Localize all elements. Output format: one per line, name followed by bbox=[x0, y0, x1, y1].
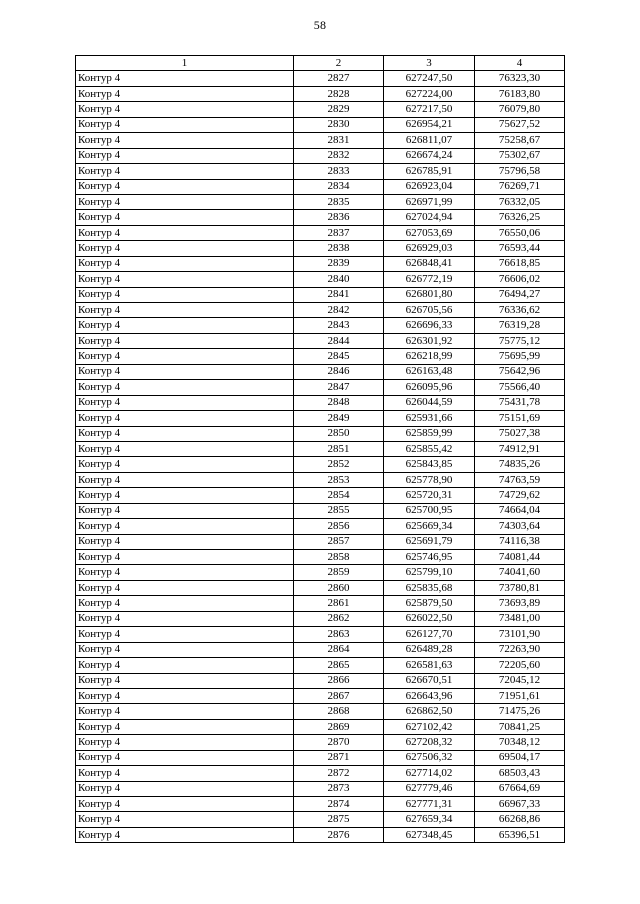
y-coordinate-cell: 74081,44 bbox=[475, 550, 565, 565]
contour-name-cell: Контур 4 bbox=[76, 426, 294, 441]
x-coordinate-cell: 626954,21 bbox=[384, 117, 475, 132]
x-coordinate-cell: 626218,99 bbox=[384, 349, 475, 364]
y-coordinate-cell: 75566,40 bbox=[475, 380, 565, 395]
x-coordinate-cell: 625931,66 bbox=[384, 411, 475, 426]
table-row bbox=[76, 596, 565, 611]
y-coordinate-cell: 76606,02 bbox=[475, 272, 565, 287]
point-number-cell: 2861 bbox=[294, 596, 384, 611]
contour-name-cell: Контур 4 bbox=[76, 472, 294, 487]
table-row bbox=[76, 256, 565, 271]
point-number-cell: 2837 bbox=[294, 225, 384, 240]
x-coordinate-cell: 626705,56 bbox=[384, 303, 475, 318]
x-coordinate-cell: 626696,33 bbox=[384, 318, 475, 333]
y-coordinate-cell: 75151,69 bbox=[475, 411, 565, 426]
contour-name-cell: Контур 4 bbox=[76, 133, 294, 148]
table-row bbox=[76, 827, 565, 842]
x-coordinate-cell: 625859,99 bbox=[384, 426, 475, 441]
x-coordinate-cell: 625799,10 bbox=[384, 565, 475, 580]
point-number-cell: 2831 bbox=[294, 133, 384, 148]
header-col-1: 1 bbox=[76, 56, 294, 71]
contour-name-cell: Контур 4 bbox=[76, 148, 294, 163]
contour-name-cell: Контур 4 bbox=[76, 797, 294, 812]
point-number-cell: 2858 bbox=[294, 550, 384, 565]
y-coordinate-cell: 66268,86 bbox=[475, 812, 565, 827]
table-row bbox=[76, 781, 565, 796]
contour-name-cell: Контур 4 bbox=[76, 750, 294, 765]
table-row bbox=[76, 318, 565, 333]
table-row bbox=[76, 611, 565, 626]
y-coordinate-cell: 76269,71 bbox=[475, 179, 565, 194]
y-coordinate-cell: 75431,78 bbox=[475, 395, 565, 410]
contour-name-cell: Контур 4 bbox=[76, 580, 294, 595]
table-row bbox=[76, 349, 565, 364]
point-number-cell: 2847 bbox=[294, 380, 384, 395]
x-coordinate-cell: 627024,94 bbox=[384, 210, 475, 225]
table-row bbox=[76, 241, 565, 256]
contour-name-cell: Контур 4 bbox=[76, 349, 294, 364]
x-coordinate-cell: 627771,31 bbox=[384, 797, 475, 812]
contour-name-cell: Контур 4 bbox=[76, 225, 294, 240]
table-row bbox=[76, 627, 565, 642]
point-number-cell: 2854 bbox=[294, 488, 384, 503]
table-row bbox=[76, 735, 565, 750]
table-row bbox=[76, 272, 565, 287]
y-coordinate-cell: 74835,26 bbox=[475, 457, 565, 472]
x-coordinate-cell: 627102,42 bbox=[384, 719, 475, 734]
table-row bbox=[76, 117, 565, 132]
header-col-4: 4 bbox=[475, 56, 565, 71]
point-number-cell: 2874 bbox=[294, 797, 384, 812]
contour-name-cell: Контур 4 bbox=[76, 673, 294, 688]
point-number-cell: 2833 bbox=[294, 164, 384, 179]
y-coordinate-cell: 75775,12 bbox=[475, 333, 565, 348]
contour-name-cell: Контур 4 bbox=[76, 179, 294, 194]
y-coordinate-cell: 73101,90 bbox=[475, 627, 565, 642]
y-coordinate-cell: 65396,51 bbox=[475, 827, 565, 842]
point-number-cell: 2841 bbox=[294, 287, 384, 302]
y-coordinate-cell: 76593,44 bbox=[475, 241, 565, 256]
y-coordinate-cell: 74763,59 bbox=[475, 472, 565, 487]
table-row bbox=[76, 333, 565, 348]
table-header bbox=[76, 56, 565, 71]
y-coordinate-cell: 74041,60 bbox=[475, 565, 565, 580]
x-coordinate-cell: 626674,24 bbox=[384, 148, 475, 163]
contour-name-cell: Контур 4 bbox=[76, 611, 294, 626]
contour-name-cell: Контур 4 bbox=[76, 719, 294, 734]
x-coordinate-cell: 626785,91 bbox=[384, 164, 475, 179]
y-coordinate-cell: 75627,52 bbox=[475, 117, 565, 132]
point-number-cell: 2863 bbox=[294, 627, 384, 642]
y-coordinate-cell: 74912,91 bbox=[475, 441, 565, 456]
contour-name-cell: Контур 4 bbox=[76, 565, 294, 580]
x-coordinate-cell: 625843,85 bbox=[384, 457, 475, 472]
point-number-cell: 2842 bbox=[294, 303, 384, 318]
point-number-cell: 2829 bbox=[294, 102, 384, 117]
table-row bbox=[76, 71, 565, 86]
x-coordinate-cell: 626022,50 bbox=[384, 611, 475, 626]
point-number-cell: 2840 bbox=[294, 272, 384, 287]
x-coordinate-cell: 625879,50 bbox=[384, 596, 475, 611]
y-coordinate-cell: 76494,27 bbox=[475, 287, 565, 302]
contour-name-cell: Контур 4 bbox=[76, 812, 294, 827]
x-coordinate-cell: 627217,50 bbox=[384, 102, 475, 117]
y-coordinate-cell: 71475,26 bbox=[475, 704, 565, 719]
contour-name-cell: Контур 4 bbox=[76, 550, 294, 565]
contour-name-cell: Контур 4 bbox=[76, 642, 294, 657]
header-row bbox=[76, 56, 565, 71]
y-coordinate-cell: 76336,62 bbox=[475, 303, 565, 318]
x-coordinate-cell: 627506,32 bbox=[384, 750, 475, 765]
table-row bbox=[76, 225, 565, 240]
point-number-cell: 2860 bbox=[294, 580, 384, 595]
y-coordinate-cell: 74729,62 bbox=[475, 488, 565, 503]
contour-name-cell: Контур 4 bbox=[76, 704, 294, 719]
table-row bbox=[76, 642, 565, 657]
x-coordinate-cell: 626489,28 bbox=[384, 642, 475, 657]
x-coordinate-cell: 627247,50 bbox=[384, 71, 475, 86]
x-coordinate-cell: 627714,02 bbox=[384, 766, 475, 781]
contour-name-cell: Контур 4 bbox=[76, 380, 294, 395]
contour-name-cell: Контур 4 bbox=[76, 627, 294, 642]
y-coordinate-cell: 75027,38 bbox=[475, 426, 565, 441]
x-coordinate-cell: 626971,99 bbox=[384, 194, 475, 209]
table-row bbox=[76, 750, 565, 765]
table-row bbox=[76, 411, 565, 426]
x-coordinate-cell: 627053,69 bbox=[384, 225, 475, 240]
x-coordinate-cell: 626044,59 bbox=[384, 395, 475, 410]
x-coordinate-cell: 625669,34 bbox=[384, 519, 475, 534]
x-coordinate-cell: 626772,19 bbox=[384, 272, 475, 287]
table-row bbox=[76, 488, 565, 503]
contour-name-cell: Контур 4 bbox=[76, 272, 294, 287]
point-number-cell: 2839 bbox=[294, 256, 384, 271]
y-coordinate-cell: 75258,67 bbox=[475, 133, 565, 148]
contour-name-cell: Контур 4 bbox=[76, 781, 294, 796]
point-number-cell: 2834 bbox=[294, 179, 384, 194]
contour-name-cell: Контур 4 bbox=[76, 534, 294, 549]
point-number-cell: 2864 bbox=[294, 642, 384, 657]
x-coordinate-cell: 626581,63 bbox=[384, 658, 475, 673]
table-row bbox=[76, 441, 565, 456]
contour-name-cell: Контур 4 bbox=[76, 411, 294, 426]
x-coordinate-cell: 625835,68 bbox=[384, 580, 475, 595]
point-number-cell: 2828 bbox=[294, 86, 384, 101]
contour-name-cell: Контур 4 bbox=[76, 102, 294, 117]
x-coordinate-cell: 626862,50 bbox=[384, 704, 475, 719]
contour-name-cell: Контур 4 bbox=[76, 318, 294, 333]
y-coordinate-cell: 74303,64 bbox=[475, 519, 565, 534]
coordinates-table bbox=[75, 55, 565, 843]
point-number-cell: 2866 bbox=[294, 673, 384, 688]
point-number-cell: 2856 bbox=[294, 519, 384, 534]
y-coordinate-cell: 72205,60 bbox=[475, 658, 565, 673]
table-row bbox=[76, 164, 565, 179]
contour-name-cell: Контур 4 bbox=[76, 241, 294, 256]
x-coordinate-cell: 626670,51 bbox=[384, 673, 475, 688]
contour-name-cell: Контур 4 bbox=[76, 86, 294, 101]
contour-name-cell: Контур 4 bbox=[76, 303, 294, 318]
table-body bbox=[76, 71, 565, 843]
x-coordinate-cell: 625700,95 bbox=[384, 503, 475, 518]
point-number-cell: 2843 bbox=[294, 318, 384, 333]
x-coordinate-cell: 626127,70 bbox=[384, 627, 475, 642]
y-coordinate-cell: 69504,17 bbox=[475, 750, 565, 765]
table-row bbox=[76, 519, 565, 534]
x-coordinate-cell: 626163,48 bbox=[384, 364, 475, 379]
contour-name-cell: Контур 4 bbox=[76, 658, 294, 673]
point-number-cell: 2855 bbox=[294, 503, 384, 518]
table-row bbox=[76, 797, 565, 812]
table-row bbox=[76, 148, 565, 163]
x-coordinate-cell: 626095,96 bbox=[384, 380, 475, 395]
point-number-cell: 2867 bbox=[294, 688, 384, 703]
point-number-cell: 2853 bbox=[294, 472, 384, 487]
y-coordinate-cell: 74664,04 bbox=[475, 503, 565, 518]
contour-name-cell: Контур 4 bbox=[76, 457, 294, 472]
contour-name-cell: Контур 4 bbox=[76, 519, 294, 534]
x-coordinate-cell: 625778,90 bbox=[384, 472, 475, 487]
y-coordinate-cell: 75796,58 bbox=[475, 164, 565, 179]
page-number: 58 bbox=[313, 18, 327, 32]
point-number-cell: 2844 bbox=[294, 333, 384, 348]
x-coordinate-cell: 626811,07 bbox=[384, 133, 475, 148]
y-coordinate-cell: 73481,00 bbox=[475, 611, 565, 626]
table-row bbox=[76, 766, 565, 781]
point-number-cell: 2838 bbox=[294, 241, 384, 256]
y-coordinate-cell: 68503,43 bbox=[475, 766, 565, 781]
contour-name-cell: Контур 4 bbox=[76, 333, 294, 348]
table-row bbox=[76, 812, 565, 827]
y-coordinate-cell: 76326,25 bbox=[475, 210, 565, 225]
table-row bbox=[76, 179, 565, 194]
point-number-cell: 2835 bbox=[294, 194, 384, 209]
y-coordinate-cell: 76323,30 bbox=[475, 71, 565, 86]
table-row bbox=[76, 688, 565, 703]
contour-name-cell: Контур 4 bbox=[76, 827, 294, 842]
y-coordinate-cell: 67664,69 bbox=[475, 781, 565, 796]
point-number-cell: 2846 bbox=[294, 364, 384, 379]
point-number-cell: 2875 bbox=[294, 812, 384, 827]
x-coordinate-cell: 627779,46 bbox=[384, 781, 475, 796]
point-number-cell: 2850 bbox=[294, 426, 384, 441]
y-coordinate-cell: 75695,99 bbox=[475, 349, 565, 364]
point-number-cell: 2851 bbox=[294, 441, 384, 456]
contour-name-cell: Контур 4 bbox=[76, 71, 294, 86]
contour-name-cell: Контур 4 bbox=[76, 194, 294, 209]
point-number-cell: 2827 bbox=[294, 71, 384, 86]
contour-name-cell: Контур 4 bbox=[76, 688, 294, 703]
table-row bbox=[76, 719, 565, 734]
x-coordinate-cell: 626923,04 bbox=[384, 179, 475, 194]
point-number-cell: 2849 bbox=[294, 411, 384, 426]
table-row bbox=[76, 503, 565, 518]
table-row bbox=[76, 133, 565, 148]
contour-name-cell: Контур 4 bbox=[76, 488, 294, 503]
y-coordinate-cell: 76079,80 bbox=[475, 102, 565, 117]
contour-name-cell: Контур 4 bbox=[76, 596, 294, 611]
point-number-cell: 2871 bbox=[294, 750, 384, 765]
point-number-cell: 2830 bbox=[294, 117, 384, 132]
table-row bbox=[76, 380, 565, 395]
point-number-cell: 2857 bbox=[294, 534, 384, 549]
x-coordinate-cell: 625720,31 bbox=[384, 488, 475, 503]
x-coordinate-cell: 626848,41 bbox=[384, 256, 475, 271]
contour-name-cell: Контур 4 bbox=[76, 256, 294, 271]
contour-name-cell: Контур 4 bbox=[76, 287, 294, 302]
table-row bbox=[76, 287, 565, 302]
table-row bbox=[76, 550, 565, 565]
header-col-3: 3 bbox=[384, 56, 475, 71]
x-coordinate-cell: 626801,80 bbox=[384, 287, 475, 302]
y-coordinate-cell: 76332,05 bbox=[475, 194, 565, 209]
x-coordinate-cell: 625691,79 bbox=[384, 534, 475, 549]
x-coordinate-cell: 626643,96 bbox=[384, 688, 475, 703]
table-row bbox=[76, 472, 565, 487]
table-row bbox=[76, 395, 565, 410]
x-coordinate-cell: 627348,45 bbox=[384, 827, 475, 842]
x-coordinate-cell: 627208,32 bbox=[384, 735, 475, 750]
y-coordinate-cell: 72045,12 bbox=[475, 673, 565, 688]
y-coordinate-cell: 73780,81 bbox=[475, 580, 565, 595]
x-coordinate-cell: 626929,03 bbox=[384, 241, 475, 256]
y-coordinate-cell: 76550,06 bbox=[475, 225, 565, 240]
table-row bbox=[76, 102, 565, 117]
table-row bbox=[76, 426, 565, 441]
point-number-cell: 2862 bbox=[294, 611, 384, 626]
contour-name-cell: Контур 4 bbox=[76, 441, 294, 456]
table-row bbox=[76, 673, 565, 688]
table-row bbox=[76, 364, 565, 379]
y-coordinate-cell: 75302,67 bbox=[475, 148, 565, 163]
point-number-cell: 2832 bbox=[294, 148, 384, 163]
y-coordinate-cell: 76183,80 bbox=[475, 86, 565, 101]
y-coordinate-cell: 66967,33 bbox=[475, 797, 565, 812]
contour-name-cell: Контур 4 bbox=[76, 164, 294, 179]
y-coordinate-cell: 70841,25 bbox=[475, 719, 565, 734]
x-coordinate-cell: 625855,42 bbox=[384, 441, 475, 456]
table-row bbox=[76, 86, 565, 101]
table-row bbox=[76, 565, 565, 580]
point-number-cell: 2876 bbox=[294, 827, 384, 842]
y-coordinate-cell: 70348,12 bbox=[475, 735, 565, 750]
table-row bbox=[76, 704, 565, 719]
table-row bbox=[76, 457, 565, 472]
contour-name-cell: Контур 4 bbox=[76, 117, 294, 132]
y-coordinate-cell: 73693,89 bbox=[475, 596, 565, 611]
x-coordinate-cell: 627659,34 bbox=[384, 812, 475, 827]
point-number-cell: 2870 bbox=[294, 735, 384, 750]
point-number-cell: 2869 bbox=[294, 719, 384, 734]
point-number-cell: 2836 bbox=[294, 210, 384, 225]
y-coordinate-cell: 76319,28 bbox=[475, 318, 565, 333]
y-coordinate-cell: 76618,85 bbox=[475, 256, 565, 271]
y-coordinate-cell: 71951,61 bbox=[475, 688, 565, 703]
contour-name-cell: Контур 4 bbox=[76, 503, 294, 518]
point-number-cell: 2859 bbox=[294, 565, 384, 580]
x-coordinate-cell: 627224,00 bbox=[384, 86, 475, 101]
y-coordinate-cell: 74116,38 bbox=[475, 534, 565, 549]
table-row bbox=[76, 534, 565, 549]
table-row bbox=[76, 303, 565, 318]
table-row bbox=[76, 194, 565, 209]
y-coordinate-cell: 75642,96 bbox=[475, 364, 565, 379]
x-coordinate-cell: 626301,92 bbox=[384, 333, 475, 348]
contour-name-cell: Контур 4 bbox=[76, 735, 294, 750]
point-number-cell: 2868 bbox=[294, 704, 384, 719]
header-col-2: 2 bbox=[294, 56, 384, 71]
point-number-cell: 2872 bbox=[294, 766, 384, 781]
table-row bbox=[76, 580, 565, 595]
point-number-cell: 2873 bbox=[294, 781, 384, 796]
contour-name-cell: Контур 4 bbox=[76, 395, 294, 410]
y-coordinate-cell: 72263,90 bbox=[475, 642, 565, 657]
contour-name-cell: Контур 4 bbox=[76, 766, 294, 781]
table-row bbox=[76, 658, 565, 673]
contour-name-cell: Контур 4 bbox=[76, 210, 294, 225]
point-number-cell: 2865 bbox=[294, 658, 384, 673]
point-number-cell: 2845 bbox=[294, 349, 384, 364]
point-number-cell: 2852 bbox=[294, 457, 384, 472]
point-number-cell: 2848 bbox=[294, 395, 384, 410]
contour-name-cell: Контур 4 bbox=[76, 364, 294, 379]
table-row bbox=[76, 210, 565, 225]
x-coordinate-cell: 625746,95 bbox=[384, 550, 475, 565]
